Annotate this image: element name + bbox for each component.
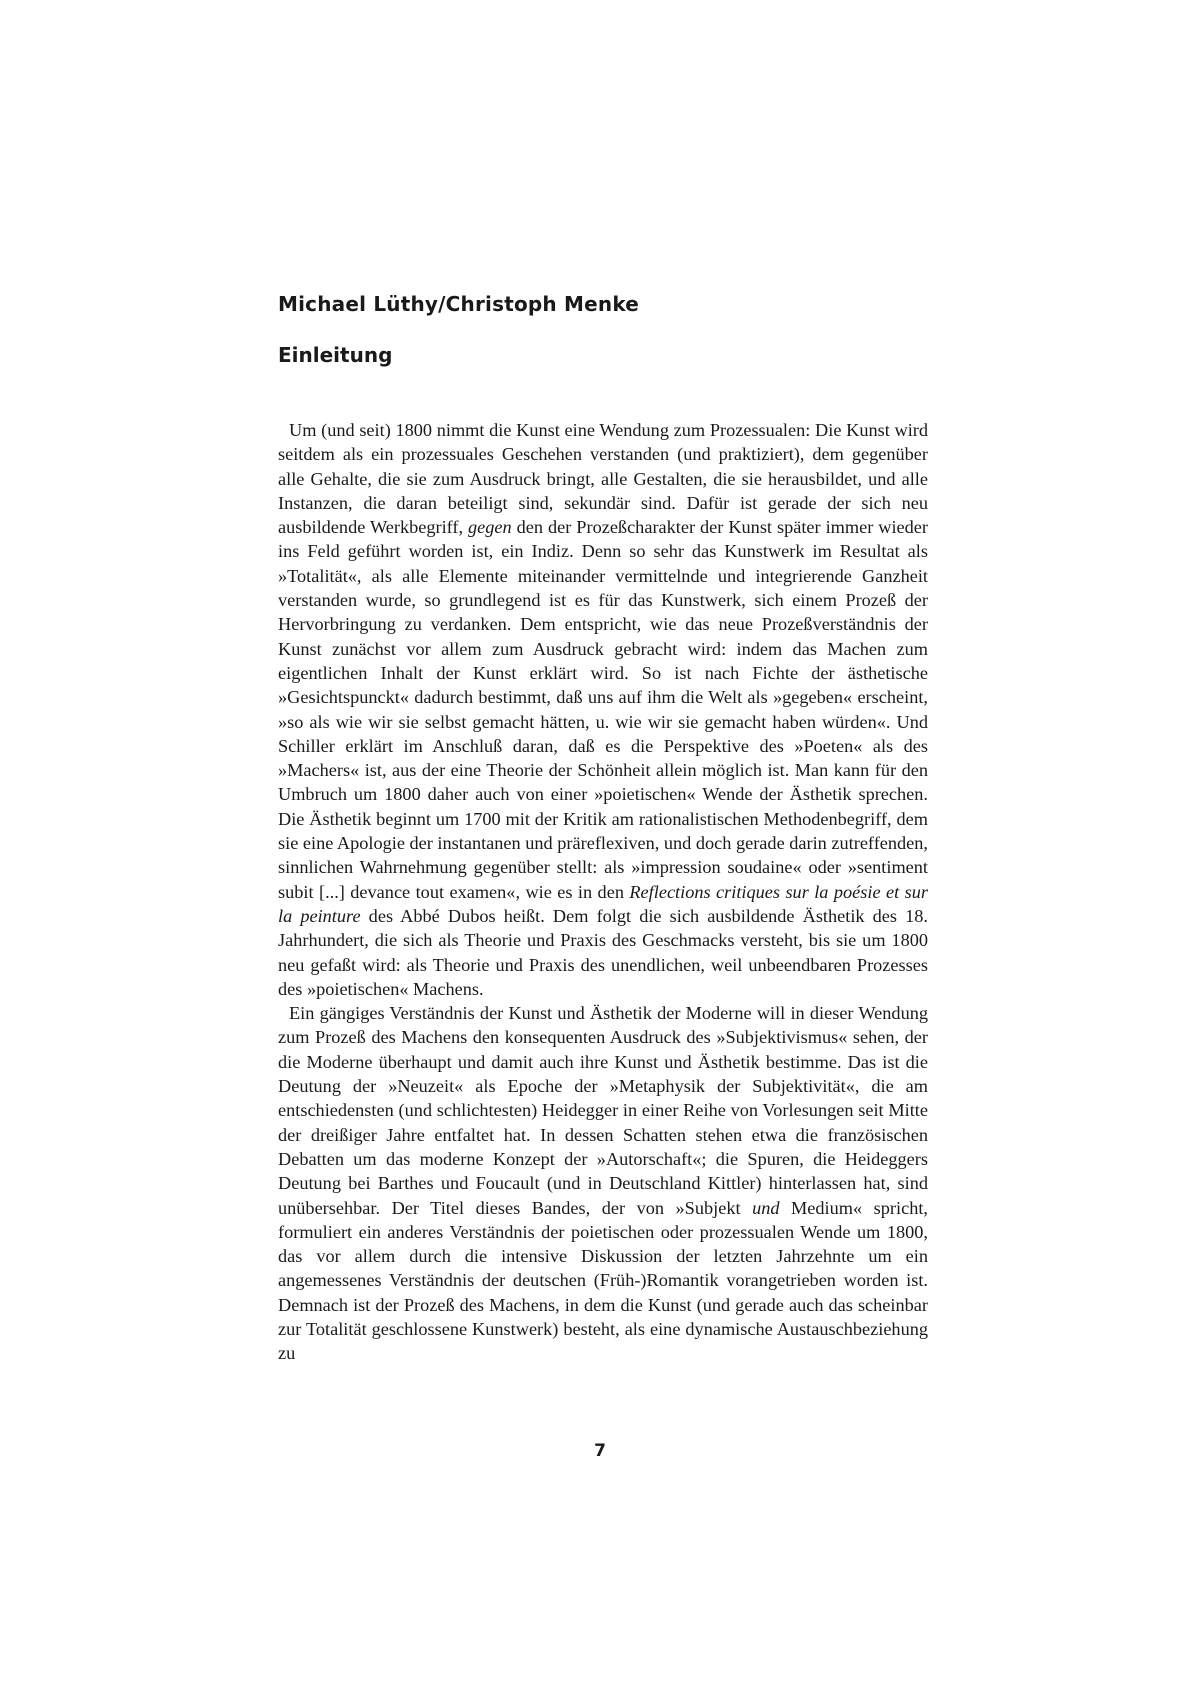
paragraph-1-emphasis-gegen: gegen: [468, 517, 512, 538]
paragraph-2-text-2: Medium« spricht, formuliert ein anderes Verständnis der poietischen oder prozessualen Wende um 1800, das vor allem durch die intensive Diskussion der letzten Jahrzehnte um ein angemessenes Verständnis der deutschen (Früh-)Romantik vorangetrieben worden ist. Demnach ist der Prozeß des Machens, in dem die Kunst (und gerade auch das scheinbar zur Totalität geschlossene Kunstwerk) besteht, als eine dynamische Austauschbeziehung zu: [278, 1197, 928, 1364]
paragraph-2-text-1: Ein gängiges Verständnis der Kunst und Ästhetik der Moderne will in dieser Wendung zum Prozeß des Machens den konsequenten Ausdruck des »Subjektivismus« sehen, der die Moderne überhaupt und damit auch ihre Kunst und Ästhetik bestimme. Das ist die Deutung der »Neuzeit« als Epoche der »Metaphysik der Subjektivität«, die am entschiedensten (und schlichtesten) Heidegger in einer Reihe von Vorlesungen seit Mitte der dreißiger Jahre entfaltet hat. In dessen Schatten stehen etwa die französischen Debatten um das moderne Konzept der »Autorschaft«; die Spuren, die Heideggers Deutung bei Barthes und Foucault (und in Deutschland Kittler) hinterlassen hat, sind unübersehbar. Der Titel dieses Bandes, der von »Subjekt: [278, 1003, 928, 1218]
paragraph-1-text-3: des Abbé Dubos heißt. Dem folgt die sich ausbildende Ästhetik des 18. Jahrhundert, die sich als Theorie und Praxis des Geschmacks versteht, bis sie um 1800 neu gefaßt wird: als Theorie und Praxis des unendlichen, weil unbeendbaren Prozesses des »poietischen« Machens.: [278, 905, 928, 999]
paragraph-2-emphasis-und: und: [752, 1197, 780, 1218]
paragraph-2: [278, 1001, 928, 1365]
body-text: [278, 418, 928, 1366]
paragraph-1-text-1: Um (und seit) 1800 nimmt die Kunst eine Wendung zum Prozessualen: Die Kunst wird seitdem als ein prozessuales Geschehen verstanden (und praktiziert), dem gegenüber alle Gehalte, die sie zum Ausdruck bringt, alle Gestalten, die sie herausbildet, und alle Instanzen, die daran beteiligt sind, sekundär sind. Dafür ist gerade der sich neu ausbildende Werkbegriff,: [278, 420, 928, 538]
paragraph-1: [278, 418, 928, 1001]
chapter-title: Einleitung: [278, 343, 393, 367]
author-heading: Michael Lüthy/Christoph Menke: [278, 292, 640, 316]
page-number: 7: [594, 1441, 606, 1461]
paragraph-1-emphasis-title: Reflections critiques sur la poésie et sur la peinture: [278, 881, 928, 926]
paragraph-1-text-2: den der Prozeßcharakter der Kunst später immer wieder ins Feld geführt worden ist, ein Indiz. Denn so sehr das Kunstwerk im Resultat als »Totalität«, als alle Elemente miteinander vermittelnde und integrierende Ganzheit verstanden wurde, so grundlegend ist es für das Kunstwerk, sich einem Prozeß der Hervorbringung zu verdanken. Dem entspricht, wie das neue Prozeßverständnis der Kunst zunächst vor allem zum Ausdruck gebracht wird: indem das Machen zum eigentlichen Inhalt der Kunst erklärt wird. So ist nach Fichte der ästhetische »Gesichtspunckt« dadurch bestimmt, daß uns auf ihm die Welt als »gegeben« erscheint, »so als wie wir sie selbst gemacht hätten, u. wie wir sie gemacht haben würden«. Und Schiller erklärt im Anschluß daran, daß es die Perspektive des »Poeten« als des »Machers« ist, aus der eine Theorie der Schönheit allein möglich ist. Man kann für den Umbruch um 1800 daher auch von einer »poietischen« Wende der Ästhetik sprechen. Die Ästhetik beginnt um 1700 mit der Kritik am rationalistischen Methodenbegriff, dem sie eine Apologie der instantanen und präreflexiven, und doch gerade darin zutreffenden, sinnlichen Wahrnehmung gegenüber stellt: als »impression soudaine« oder »sentiment subit [...] devance tout examen«, wie es in den: [278, 517, 928, 902]
